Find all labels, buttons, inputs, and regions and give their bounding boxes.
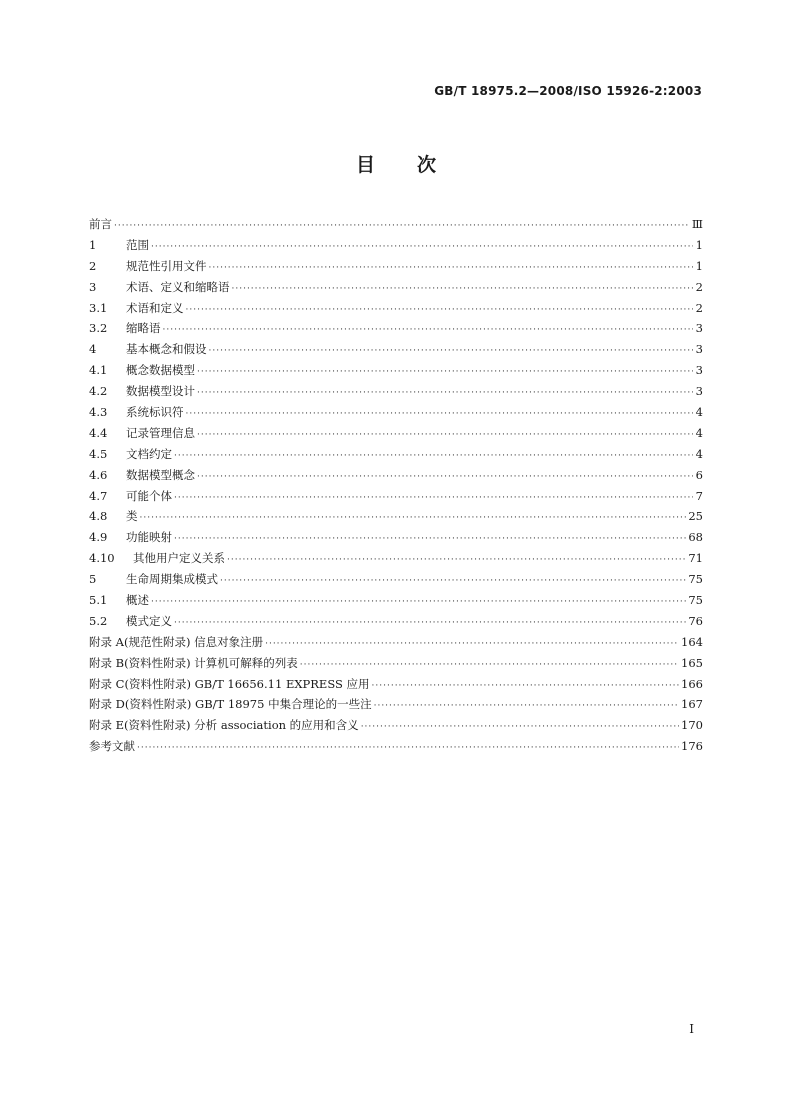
- toc-entry[interactable]: [89, 738, 703, 759]
- toc-entry[interactable]: [89, 446, 703, 467]
- toc-leader-dots: [114, 221, 690, 231]
- toc-entry[interactable]: [89, 696, 703, 717]
- toc-entry-page: 75: [688, 593, 703, 608]
- toc-entry-label: 概述: [126, 593, 149, 608]
- toc-entry-number: 4.10: [89, 551, 115, 566]
- toc-entry[interactable]: [89, 279, 703, 300]
- toc-entry-label: 规范性引用文件: [126, 258, 207, 273]
- toc-entry[interactable]: [89, 237, 703, 258]
- toc-entry-label: 类: [126, 509, 138, 524]
- toc-entry[interactable]: [89, 634, 703, 655]
- toc-entry-label: 术语和定义: [126, 300, 184, 315]
- toc-entry[interactable]: [89, 467, 703, 488]
- toc-leader-dots: [197, 388, 693, 398]
- toc-entry-number: 1: [89, 237, 97, 252]
- toc-entry[interactable]: [89, 488, 703, 509]
- toc-entry-label: 缩略语: [126, 321, 161, 336]
- toc-entry-label: 前言: [89, 217, 112, 231]
- toc-entry[interactable]: [89, 717, 703, 738]
- toc-leader-dots: [140, 513, 687, 523]
- toc-entry-number: 4.2: [89, 384, 108, 399]
- toc-entry[interactable]: [89, 216, 703, 237]
- toc-entry-page: 71: [688, 551, 703, 566]
- toc-entry[interactable]: [89, 508, 703, 529]
- page-number: I: [689, 1022, 694, 1036]
- table-of-contents: [89, 216, 703, 759]
- toc-entry-label: 数据模型设计: [126, 384, 195, 399]
- toc-entry-page: 3: [695, 384, 703, 399]
- toc-entry[interactable]: [89, 404, 703, 425]
- toc-entry-number: 3: [89, 279, 97, 294]
- toc-entry-page: 4: [695, 425, 703, 440]
- toc-entry-page: 2: [695, 300, 703, 315]
- toc-entry-number: 4.1: [89, 363, 108, 378]
- toc-entry-number: 4: [89, 342, 97, 357]
- toc-entry[interactable]: [89, 592, 703, 613]
- toc-leader-dots: [227, 555, 686, 565]
- toc-entry-page: Ⅲ: [691, 217, 703, 231]
- toc-entry-label: 系统标识符: [126, 405, 184, 420]
- toc-leader-dots: [137, 743, 679, 753]
- toc-entry-page: 4: [695, 405, 703, 420]
- toc-entry[interactable]: [89, 258, 703, 279]
- toc-entry-label: 文档约定: [126, 446, 172, 461]
- toc-leader-dots: [209, 263, 694, 273]
- toc-entry-number: 5: [89, 572, 97, 587]
- toc-leader-dots: [186, 409, 694, 419]
- toc-entry[interactable]: [89, 529, 703, 550]
- toc-entry-label: 附录 A(规范性附录) 信息对象注册: [89, 634, 264, 649]
- toc-entry-label: 附录 E(资料性附录) 分析 association 的应用和含义: [89, 718, 359, 733]
- toc-leader-dots: [174, 451, 693, 461]
- toc-entry-label: 模式定义: [126, 613, 172, 628]
- toc-entry-page: 165: [681, 655, 703, 670]
- toc-entry-label: 基本概念和假设: [126, 342, 207, 357]
- toc-leader-dots: [361, 722, 679, 732]
- toc-entry-label: 功能映射: [126, 530, 172, 545]
- toc-leader-dots: [163, 325, 694, 335]
- toc-entry-page: 3: [695, 342, 703, 357]
- toc-entry-page: 166: [681, 676, 703, 691]
- toc-entry-page: 25: [688, 509, 703, 524]
- toc-leader-dots: [197, 430, 693, 440]
- toc-entry[interactable]: [89, 613, 703, 634]
- toc-entry-number: 4.3: [89, 405, 108, 420]
- toc-entry-number: 5.2: [89, 613, 108, 628]
- toc-entry-page: 167: [681, 697, 703, 712]
- toc-entry-page: 3: [695, 363, 703, 378]
- toc-entry-label: 数据模型概念: [126, 467, 195, 482]
- toc-entry-page: 3: [695, 321, 703, 336]
- standard-code: GB/T 18975.2—2008/ISO 15926-2:2003: [434, 84, 702, 98]
- toc-entry[interactable]: [89, 571, 703, 592]
- toc-entry[interactable]: [89, 300, 703, 321]
- toc-entry[interactable]: [89, 676, 703, 697]
- toc-entry[interactable]: [89, 550, 703, 571]
- toc-entry[interactable]: [89, 425, 703, 446]
- toc-entry-page: 1: [695, 237, 703, 252]
- toc-entry-page: 164: [681, 634, 703, 649]
- toc-entry-number: 4.9: [89, 530, 108, 545]
- toc-entry-number: 4.8: [89, 509, 108, 524]
- toc-entry-page: 170: [681, 718, 703, 733]
- toc-leader-dots: [220, 576, 686, 586]
- toc-entry-number: 4.6: [89, 467, 108, 482]
- toc-leader-dots: [174, 493, 693, 503]
- toc-entry-label: 附录 C(资料性附录) GB/T 16656.11 EXPRESS 应用: [89, 676, 370, 691]
- toc-entry-page: 2: [695, 279, 703, 294]
- toc-entry[interactable]: [89, 383, 703, 404]
- toc-entry-label: 概念数据模型: [126, 363, 195, 378]
- toc-entry-label: 参考文献: [89, 739, 135, 754]
- toc-entry-label: 范围: [126, 237, 149, 252]
- toc-entry-number: 4.7: [89, 488, 108, 503]
- toc-entry-number: 5.1: [89, 593, 108, 608]
- toc-leader-dots: [300, 660, 679, 670]
- page-title: 目次: [355, 154, 478, 176]
- toc-entry-label: 生命周期集成模式: [126, 572, 218, 587]
- toc-entry[interactable]: [89, 362, 703, 383]
- toc-entry-label: 其他用户定义关系: [133, 551, 225, 566]
- toc-leader-dots: [374, 701, 679, 711]
- toc-entry-label: 可能个体: [126, 488, 172, 503]
- toc-leader-dots: [197, 472, 693, 482]
- toc-leader-dots: [151, 242, 693, 252]
- toc-entry-number: 2: [89, 258, 97, 273]
- toc-entry[interactable]: [89, 320, 703, 341]
- toc-entry-page: 7: [695, 488, 703, 503]
- toc-entry-label: 记录管理信息: [126, 425, 195, 440]
- toc-entry-page: 4: [695, 446, 703, 461]
- toc-entry-number: 3.1: [89, 300, 108, 315]
- toc-entry-page: 68: [688, 530, 703, 545]
- toc-entry-number: 4.4: [89, 425, 108, 440]
- toc-leader-dots: [186, 305, 694, 315]
- toc-entry-label: 附录 B(资料性附录) 计算机可解释的列表: [89, 655, 298, 670]
- toc-leader-dots: [209, 346, 694, 356]
- toc-leader-dots: [197, 367, 693, 377]
- toc-entry-page: 6: [695, 467, 703, 482]
- toc-leader-dots: [372, 681, 680, 691]
- toc-leader-dots: [174, 534, 686, 544]
- toc-entry-page: 76: [688, 613, 703, 628]
- toc-leader-dots: [151, 597, 686, 607]
- toc-entry[interactable]: [89, 341, 703, 362]
- toc-entry-page: 176: [681, 739, 703, 754]
- toc-leader-dots: [174, 618, 686, 628]
- toc-entry-page: 1: [695, 258, 703, 273]
- toc-entry-number: 3.2: [89, 321, 108, 336]
- toc-entry-number: 4.5: [89, 446, 108, 461]
- toc-entry-page: 75: [688, 572, 703, 587]
- toc-entry-label: 附录 D(资料性附录) GB/T 18975 中集合理论的一些注: [89, 697, 372, 712]
- toc-leader-dots: [265, 639, 679, 649]
- toc-leader-dots: [232, 284, 694, 294]
- toc-entry-label: 术语、定义和缩略语: [126, 279, 230, 294]
- toc-entry[interactable]: [89, 655, 703, 676]
